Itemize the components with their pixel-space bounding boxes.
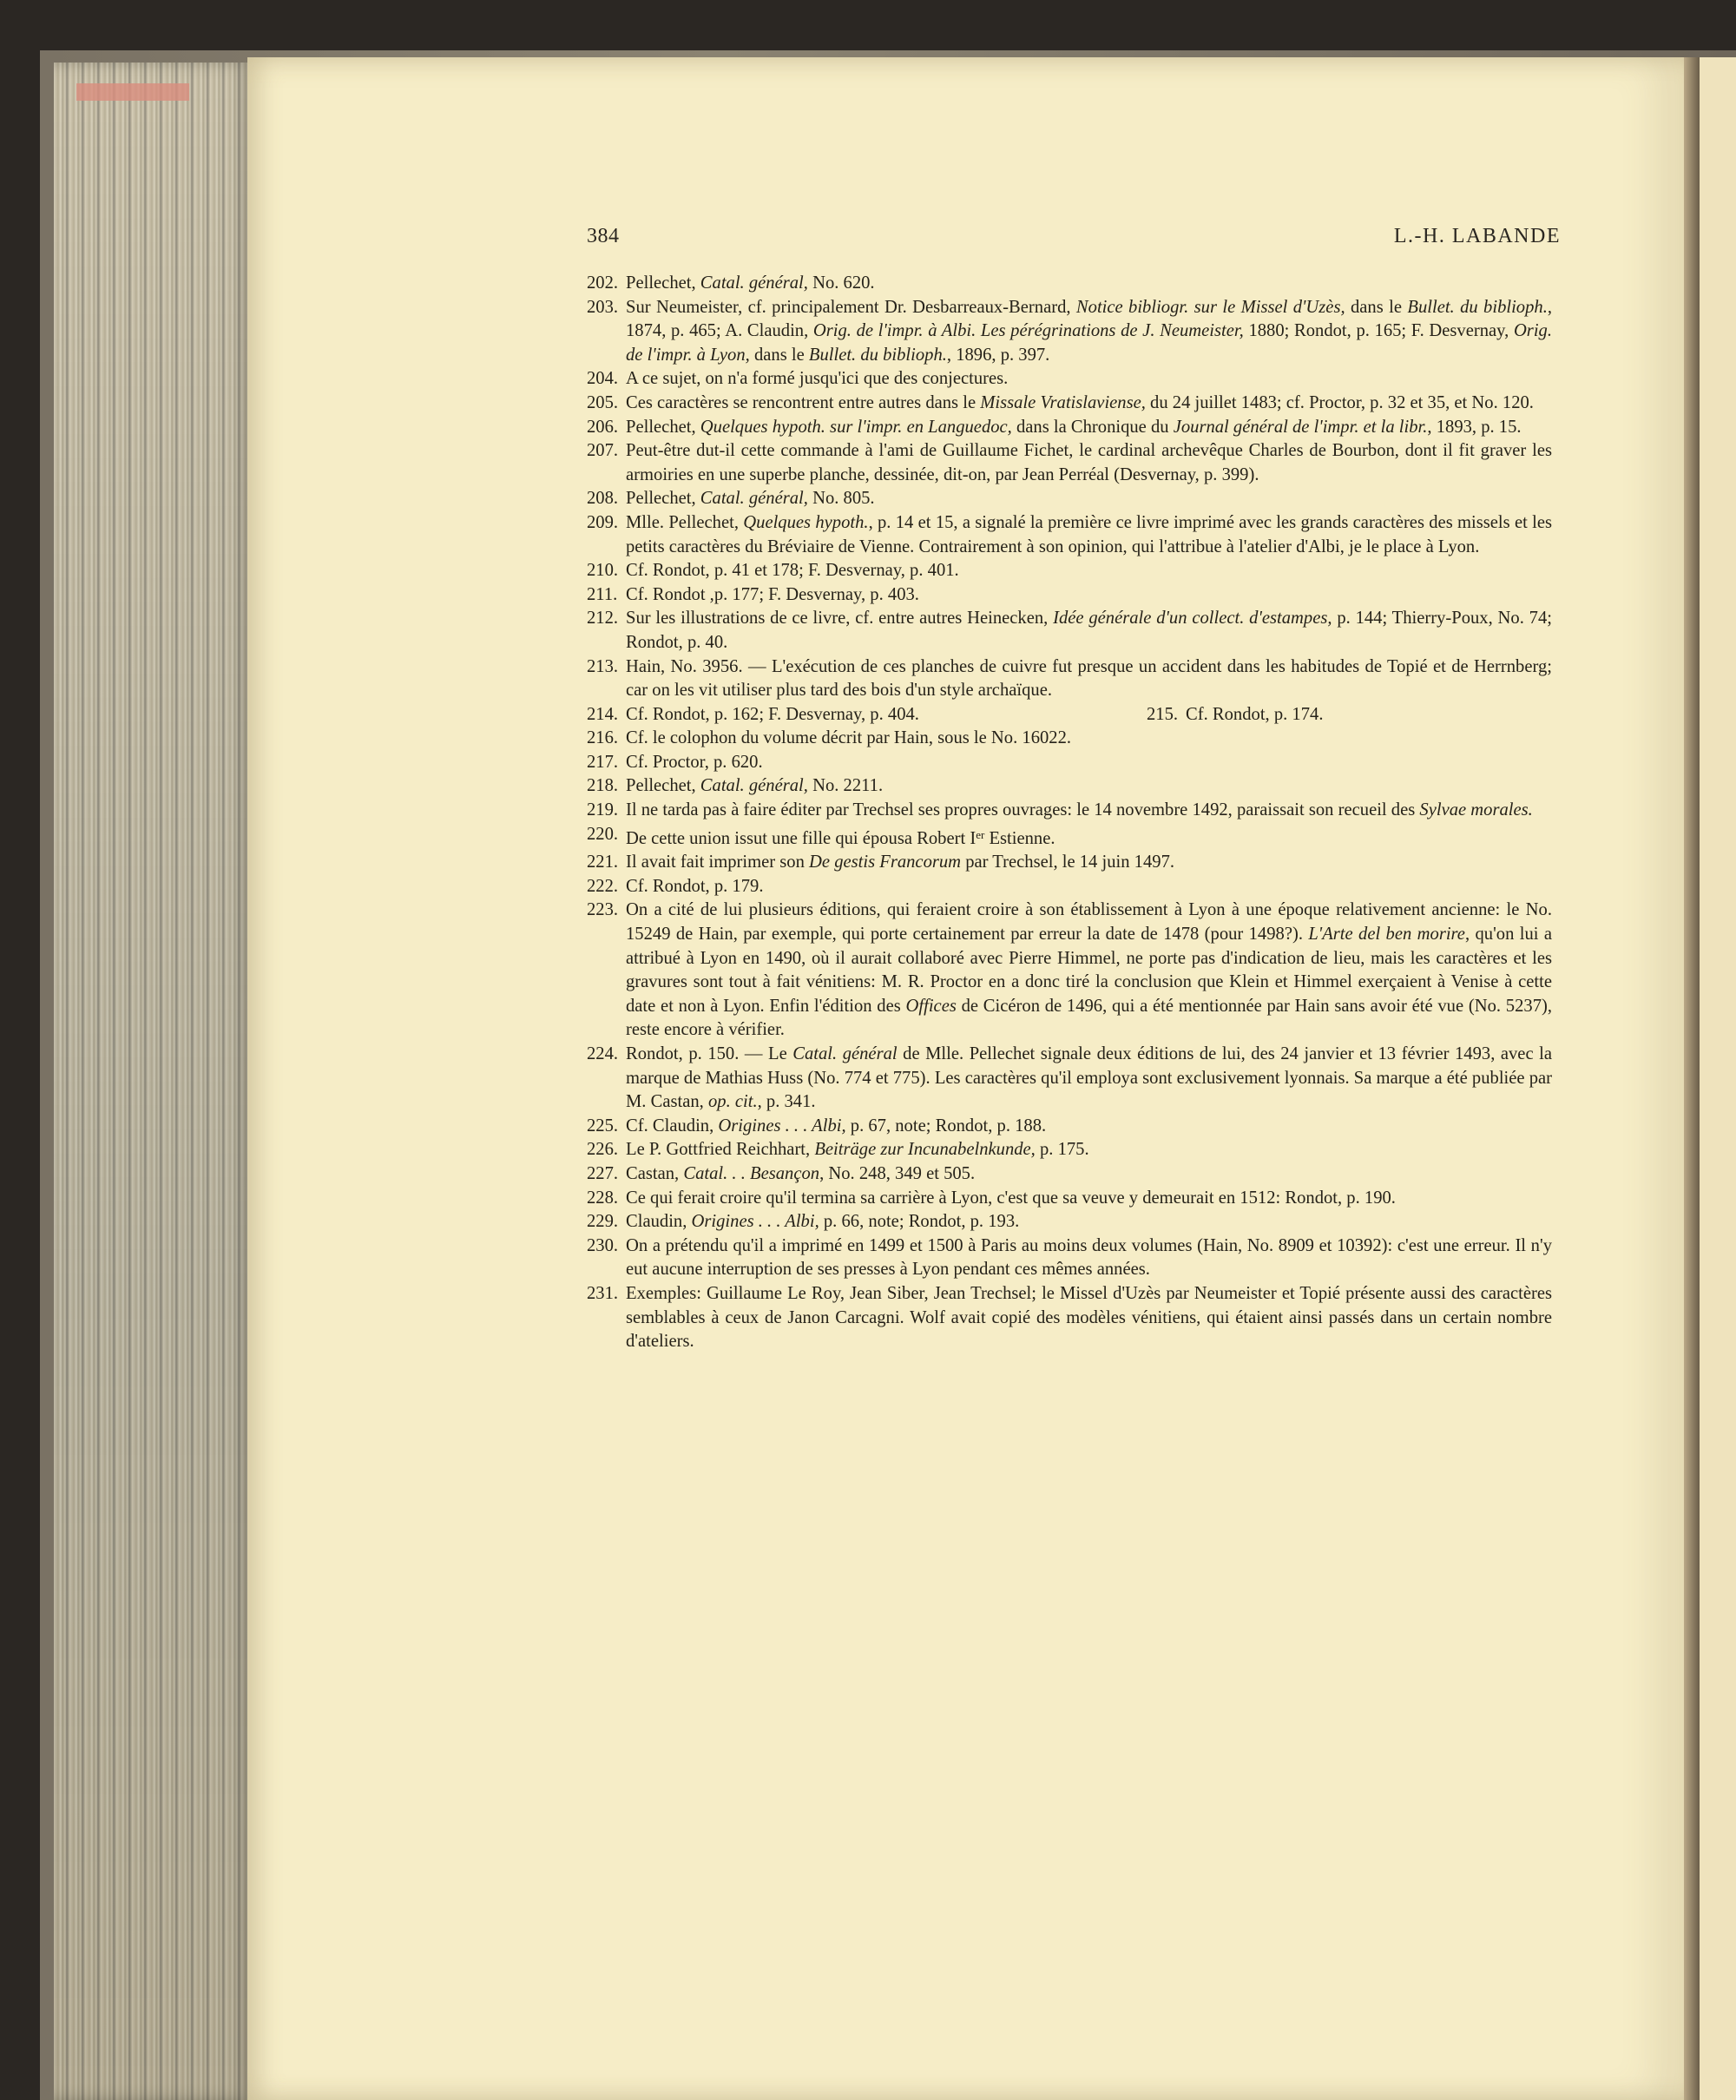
footnote-italic-text: Journal général de l'impr. et la libr.: [1173, 417, 1428, 437]
footnote-202: [587, 272, 1552, 296]
footnote-221: [587, 851, 1552, 875]
footnote-text: , 1893, p. 15.: [1427, 417, 1522, 437]
footnote-229: [587, 1210, 1552, 1234]
footnote-number: 226.: [587, 1140, 619, 1160]
footnote-italic-text: Origines . . . Albi,: [718, 1116, 846, 1136]
footnote-text: Cf. Proctor, p. 620.: [626, 752, 763, 772]
footnote-209: [587, 511, 1552, 559]
footnote-number: 212.: [587, 609, 619, 629]
footnote-superscript: er: [976, 827, 985, 841]
footnote-230: [587, 1234, 1552, 1282]
notes-group-1: [587, 272, 1552, 703]
footnote-211: [587, 583, 1552, 608]
footnote-number: 204.: [587, 369, 619, 389]
footnote-text: Pellechet,: [626, 489, 700, 509]
footnote-text: Exemples: Guillaume Le Roy, Jean Siber, Jean Trechsel; le Missel d'Uzès par Neumeister et Topié présente aussi des caractères semblables à ceux de Janon Carcagni. Wolf avait copié des modèles vénitiens, qui étaient ainsi passés dans un certain nombre d'ateliers.: [626, 1283, 1552, 1352]
footnote-205: [587, 392, 1552, 416]
footnote-number: 211.: [587, 584, 618, 604]
footnote-italic-text: Orig. de l'impr. à Albi. Les pérégrinations de J. Neumeister,: [812, 321, 1244, 341]
footnote-text: Ce qui ferait croire qu'il termina sa carrière à Lyon, c'est que sa veuve y demeurait en 1512: Rondot, p. 190.: [626, 1188, 1396, 1208]
footnote-italic-text: Beiträge zur Incunabelnkunde,: [814, 1140, 1036, 1160]
footnote-220: [587, 823, 1552, 852]
footnote-number: 216.: [587, 728, 619, 748]
footnote-number: 205.: [587, 392, 619, 412]
footnote-italic-text: Missale Vratislaviense,: [980, 392, 1146, 412]
footnote-text: On a prétendu qu'il a imprimé en 1499 et 1500 à Paris au moins deux volumes (Hain, No. 8909 et 10392): c'est une erreur. Il n'y eut aucune interruption de ses presses à Lyon pendant ces mêmes années.: [626, 1235, 1552, 1280]
footnote-number: 224.: [587, 1044, 619, 1063]
footnote-number: 206.: [587, 417, 619, 437]
footnote-text: Cf. Rondot, p. 174.: [1186, 704, 1324, 724]
footnote-206: [587, 416, 1552, 440]
footnote-text: , No. 248, 349 et 505.: [819, 1163, 976, 1183]
footnote-222: [587, 875, 1552, 899]
footnote-italic-text: L'Arte del ben morire: [1308, 925, 1465, 945]
footnote-text: Pellechet,: [626, 273, 700, 293]
footnote-text: Cf. Rondot, p. 179.: [626, 876, 764, 896]
footnote-text: A ce sujet, on n'a formé jusqu'ici que des conjectures.: [626, 369, 1009, 389]
footnote-text: dans le: [749, 345, 809, 365]
footnote-217: [587, 751, 1552, 775]
footnote-228: [587, 1187, 1552, 1211]
footnote-number: 223.: [587, 900, 619, 920]
footnote-text: Pellechet,: [626, 776, 700, 796]
footnote-number: 225.: [587, 1116, 619, 1136]
footnote-text: Hain, No. 3956. — L'exécution de ces planches de cuivre fut presque un accident dans les habitudes de Topié et de Herrnberg; car on les vit utiliser plus tard des bois d'un style archaïque.: [626, 656, 1552, 701]
footnote-text: Sur Neumeister, cf. principalement Dr. Desbarreaux-Bernard,: [626, 297, 1076, 317]
running-head-author: L.-H. LABANDE: [1393, 225, 1561, 247]
footnote-text: De cette union issut une fille qui épousa Robert I: [626, 828, 976, 848]
footnote-text: , 1896, p. 397.: [946, 345, 1050, 365]
footnote-text: dans la Chronique du: [1011, 417, 1174, 437]
footnote-224: [587, 1043, 1552, 1115]
footnote-text: p. 67, note; Rondot, p. 188.: [845, 1116, 1047, 1136]
footnote-text: Cf. Rondot ,p. 177; F. Desvernay, p. 403.: [626, 584, 919, 604]
footnote-207: [587, 439, 1552, 487]
footnote-italic-text: Catal. général,: [700, 273, 808, 293]
facing-page-edge: [1700, 57, 1736, 2100]
footnote-text: , p. 341.: [757, 1092, 816, 1112]
footnote-number: 213.: [587, 656, 619, 676]
page-edge-red-top: [76, 83, 189, 101]
footnote-219: [587, 799, 1552, 823]
footnote-italic-text: op. cit.: [707, 1092, 758, 1112]
footnote-text: Estienne.: [984, 828, 1055, 848]
footnote-text: 1880; Rondot, p. 165; F. Desvernay,: [1243, 321, 1514, 341]
footnote-italic-text: Quelques hypoth.: [743, 512, 869, 532]
footnote-number: 219.: [587, 800, 619, 820]
footnote-226: [587, 1138, 1552, 1162]
footnote-text: Cf. Rondot, p. 162; F. Desvernay, p. 404.: [626, 704, 919, 724]
footnote-210: [587, 559, 1552, 583]
footnote-italic-text: Catal. général,: [700, 489, 808, 509]
footnote-204: [587, 367, 1552, 392]
footnote-number: 228.: [587, 1188, 619, 1208]
footnote-number: 222.: [587, 876, 619, 896]
page-number: 384: [587, 225, 620, 247]
footnote-text: , qu'on lui a attribué à Lyon en 1490, où il aurait collaboré avec Pierre Himmel, ne porte pas d'indication de lieu, mais les caractères et les gravures sont tout à fait vénitiens: M. R. Proctor en a donc tiré la conclusion que Klein et Himmel exerçaient à Venise à cette date et non à Lyon. Enfin l'édition des: [626, 925, 1552, 1016]
footnote-223: [587, 899, 1552, 1043]
footnote-text: Ces caractères se rencontrent entre autres dans le: [626, 392, 981, 412]
footnote-number: 215.: [1147, 704, 1179, 724]
footnote-number: 202.: [587, 273, 619, 293]
footnote-text: par Trechsel, le 14 juin 1497.: [961, 853, 1175, 872]
footnote-text: No. 620.: [807, 273, 875, 293]
footnote-italic-text: Orig. de l'impr. à Lyon,: [626, 321, 1552, 365]
footnote-text: Sur les illustrations de ce livre, cf. entre autres Heinecken,: [626, 609, 1054, 629]
footnote-number: 218.: [587, 776, 619, 796]
footnote-text: No. 805.: [807, 489, 875, 509]
footnote-text: Claudin,: [626, 1212, 692, 1232]
footnote-213: [587, 655, 1552, 703]
footnote-number: 203.: [587, 297, 619, 317]
footnote-text: de Mlle. Pellechet signale deux éditions de lui, des 24 janvier et 13 février 1493, avec la marque de Mathias Huss (No. 774 et 775). Les caractères qu'il employa sont exclusivement lyonnais. Sa marque a été publiée par M. Castan,: [626, 1044, 1552, 1112]
footnote-number: 210.: [587, 561, 619, 581]
footnote-italic-text: Catal. . . Besançon: [683, 1163, 820, 1183]
footnote-text: No. 2211.: [807, 776, 884, 796]
footnote-text: Pellechet,: [626, 417, 700, 437]
footnote-text: Cf. le colophon du volume décrit par Hain, sous le No. 16022.: [626, 728, 1072, 748]
footnote-number: 221.: [587, 853, 619, 872]
footnote-218: [587, 774, 1552, 799]
footnote-203: [587, 296, 1552, 368]
footnote-italic-text: Bullet. du biblioph.: [808, 345, 947, 365]
footnote-number: 208.: [587, 489, 619, 509]
footnote-214: [587, 703, 1147, 727]
footnote-italic-text: Quelques hypoth. sur l'impr. en Languedoc,: [700, 417, 1012, 437]
footnote-text: Il ne tarda pas à faire éditer par Trechsel ses propres ouvrages: le 14 novembre 1492, paraissait son recueil des: [626, 800, 1420, 820]
footnote-number: 230.: [587, 1235, 619, 1255]
footnote-text: Il avait fait imprimer son: [626, 853, 810, 872]
footnote-italic-text: Sylvae morales.: [1419, 800, 1533, 820]
footnote-italic-text: Notice bibliogr. sur le Missel d'Uzès,: [1075, 297, 1345, 317]
footnote-number: 217.: [587, 752, 619, 772]
footnote-225: [587, 1115, 1552, 1139]
footnote-text: Le P. Gottfried Reichhart,: [626, 1140, 815, 1160]
footnote-italic-text: Catal. général,: [700, 776, 808, 796]
footnote-215: [1147, 703, 1323, 727]
page-edges: [54, 63, 253, 2100]
footnote-text: p. 144; Thierry-Poux, No. 74; Rondot, p. 40.: [626, 609, 1552, 652]
footnote-italic-text: Bullet. du biblioph.: [1407, 297, 1548, 317]
footnote-italic-text: Origines . . . Albi,: [691, 1212, 819, 1232]
footnote-text: Rondot, p. 150. — Le: [626, 1044, 793, 1063]
footnote-text: Cf. Claudin,: [626, 1116, 719, 1136]
footnote-208: [587, 487, 1552, 511]
book-gutter: [1684, 57, 1700, 2100]
footnote-italic-text: Idée générale d'un collect. d'estampes,: [1053, 609, 1332, 629]
footnote-number: 214.: [587, 704, 619, 724]
footnote-number: 227.: [587, 1163, 619, 1183]
footnote-text: du 24 juillet 1483; cf. Proctor, p. 32 et 35, et No. 120.: [1145, 392, 1534, 412]
footnote-text: Castan,: [626, 1163, 684, 1183]
footnote-text: On a cité de lui plusieurs éditions, qui feraient croire à son établissement à Lyon à une époque relativement ancienne: le No. 15249 de Hain, par exemple, qui porte certainement par erreur la date de 1478 (pour 1498?).: [626, 900, 1552, 945]
footnote-text: , 1874, p. 465; A. Claudin,: [626, 297, 1553, 341]
footnote-number: 229.: [587, 1212, 619, 1232]
footnote-number: 220.: [587, 824, 619, 844]
footnote-text: , p. 14 et 15, a signalé la première ce livre imprimé avec les grands caractères des missels et les petits caractères du Bréviaire de Vienne. Contrairement à son opinion, qui l'attribue à l'atelier d'Albi, je le place à Lyon.: [626, 512, 1552, 556]
footnote-231: [587, 1282, 1552, 1354]
footnotes-list: [587, 272, 1552, 1354]
footnote-212: [587, 607, 1552, 655]
footnote-number: 209.: [587, 512, 619, 532]
footnote-italic-text: Catal. général: [792, 1044, 898, 1063]
footnote-text: dans le: [1345, 297, 1408, 317]
footnote-text: p. 175.: [1035, 1140, 1089, 1160]
notes-group-2: [587, 727, 1552, 1353]
footnote-227: [587, 1162, 1552, 1187]
footnote-216: [587, 727, 1552, 751]
footnote-text: de Cicéron de 1496, qui a été mentionnée par Hain sans avoir été vue (No. 5237), reste encore à vérifier.: [626, 996, 1552, 1040]
footnote-italic-text: Offices: [905, 996, 957, 1016]
footnote-number: 207.: [587, 441, 619, 461]
running-head: [587, 225, 1561, 256]
footnote-text: p. 66, note; Rondot, p. 193.: [819, 1212, 1020, 1232]
footnote-text: Cf. Rondot, p. 41 et 178; F. Desvernay, p. 401.: [626, 561, 959, 581]
notes-pair-row: [587, 703, 1552, 727]
footnote-number: 231.: [587, 1283, 619, 1303]
footnote-text: Peut-être dut-il cette commande à l'ami de Guillaume Fichet, le cardinal archevêque Charles de Bourbon, dont il fit graver les armoiries en une superbe planche, dessinée, dit-on, par Jean Perréal (Desvernay, p. 399).: [626, 441, 1552, 484]
footnote-italic-text: De gestis Francorum: [809, 853, 962, 872]
footnote-text: Mlle. Pellechet,: [626, 512, 744, 532]
